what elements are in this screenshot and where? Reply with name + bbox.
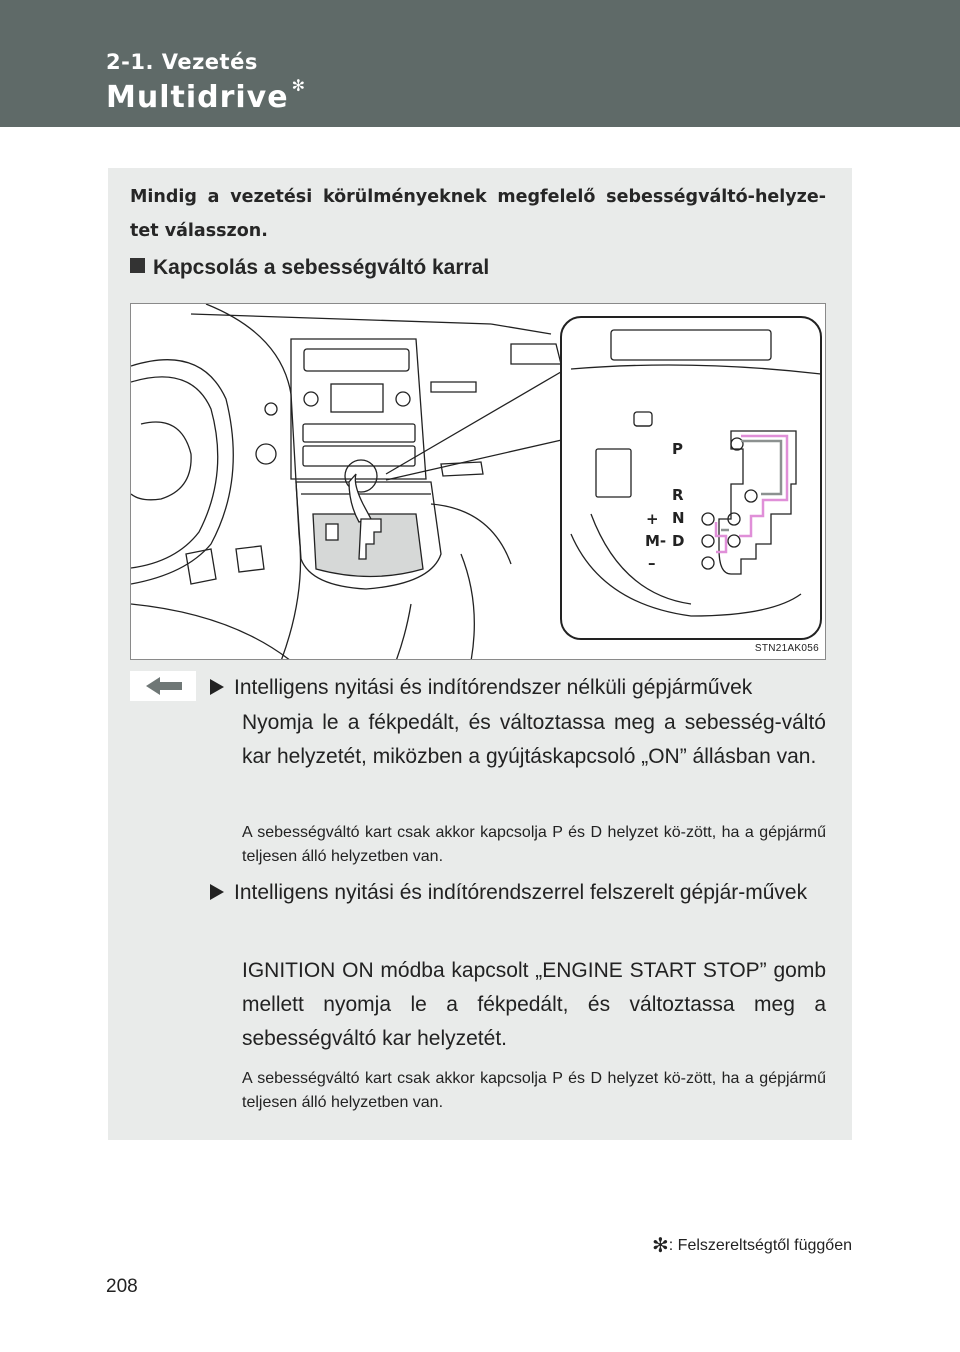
bullet-no-smart-entry	[210, 671, 826, 705]
title-asterisk-icon: ✻	[291, 76, 306, 95]
footnote-text: : Felszereltségtől függően	[668, 1237, 852, 1254]
gear-label-p: P	[672, 440, 683, 458]
figure-code: STN21AK056	[754, 643, 819, 654]
page-title	[106, 76, 306, 115]
triangle-bullet-icon	[210, 884, 224, 900]
back-arrow-tab	[130, 671, 196, 701]
title-text: Multidrive	[106, 80, 289, 115]
bullet-text: Intelligens nyitási és indítórendszerrel felszerelt gépjár-művek	[234, 881, 808, 904]
bullet-smart-entry	[210, 876, 826, 910]
note-text: A sebességváltó kart csak akkor kapcsolja P és D helyzet kö-zött, ha a gépjármű teljesen álló helyzetben van.	[242, 1070, 826, 1111]
asterisk-icon: ✻	[652, 1235, 669, 1257]
gear-label-n: N	[672, 509, 685, 527]
triangle-bullet-icon	[210, 679, 224, 695]
mode-label-m: M-	[645, 532, 667, 550]
note-text: A sebességváltó kart csak akkor kapcsolja P és D helyzet kö-zött, ha a gépjármű teljesen álló helyzetben van.	[242, 824, 826, 865]
page-number: 208	[106, 1276, 138, 1297]
subheading	[130, 256, 489, 280]
shift-lever-illustration	[130, 303, 826, 660]
mode-label-plus: +	[646, 510, 659, 528]
left-arrow-icon	[130, 671, 196, 701]
subheading-text: Kapcsolás a sebességváltó karral	[153, 256, 490, 279]
instruction-paragraph: IGNITION ON módba kapcsolt „ENGINE START STOP” gomb mellett nyomja le a fékpedált, és változtassa meg a sebességváltó kar helyzetét.	[242, 959, 826, 1050]
cabin-drawing	[131, 304, 826, 660]
square-bullet-icon	[130, 258, 145, 273]
section-label: 2-1. Vezetés	[106, 50, 258, 74]
bullet-text: Intelligens nyitási és indítórendszer nélküli gépjárművek	[234, 676, 753, 699]
intro-text: Mindig a vezetési körülményeknek megfelelő sebességváltó-helyze-tet válasszon.	[130, 187, 826, 241]
page-header	[0, 0, 960, 127]
gear-label-d: D	[672, 532, 685, 550]
mode-label-minus: –	[648, 554, 656, 572]
gear-label-r: R	[672, 486, 684, 504]
instruction-paragraph: Nyomja le a fékpedált, és változtassa meg a sebesség-váltó kar helyzetét, miközben a gyújtáskapcsoló „ON” állásban van.	[242, 711, 826, 768]
footnote	[652, 1233, 852, 1258]
